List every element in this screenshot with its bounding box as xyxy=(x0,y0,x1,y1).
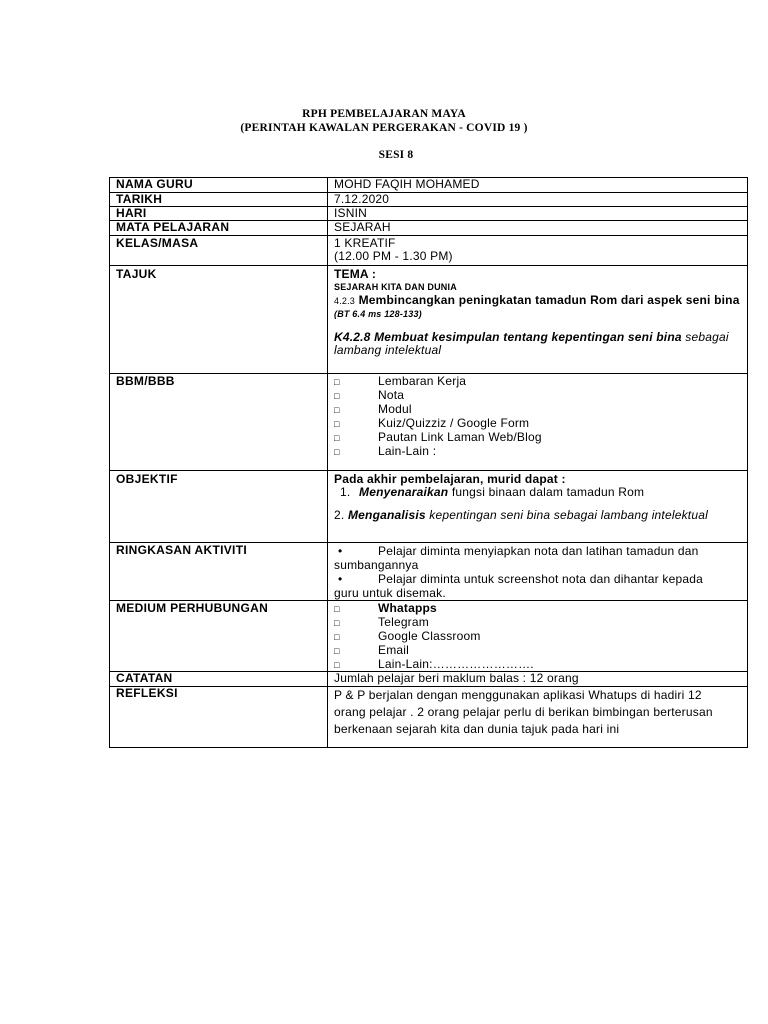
value-bbm xyxy=(328,374,748,471)
value-mata-pelajaran: SEJARAH xyxy=(328,221,748,236)
checkbox-icon: □ xyxy=(334,604,340,614)
checkbox-icon: □ xyxy=(334,447,340,457)
objektif-2: 2. Menganalisis kepentingan seni bina sebagai lambang intelektual xyxy=(334,508,708,522)
list-item-cont: sumbangannya xyxy=(334,558,419,572)
objektif-intro: Pada akhir pembelajaran, murid dapat : xyxy=(334,472,566,486)
value-hari: ISNIN xyxy=(328,207,748,221)
list-item: • Pelajar diminta menyiapkan nota dan latihan tamadun dan xyxy=(334,544,741,558)
standard-code: 4.2.3 xyxy=(334,296,356,306)
list-item-cont: guru untuk disemak. xyxy=(334,586,446,600)
value-objektif xyxy=(328,471,748,543)
label-objektif: OBJEKTIF xyxy=(110,471,328,543)
list-item: □ Lain-Lain:……………………. xyxy=(334,657,534,671)
list-item: □ Nota xyxy=(334,388,405,402)
row-bbm xyxy=(110,374,748,471)
list-item: □ Lain-Lain : xyxy=(334,444,437,458)
list-item: □ Lembaran Kerja xyxy=(334,374,467,388)
label-bbm: BBM/BBB xyxy=(110,374,328,471)
value-refleksi: P & P berjalan dengan menggunakan aplikasi Whatups di hadiri 12 orang pelajar . 2 orang pelajar perlu di berikan bimbingan berterusan berkenaan sejarah kita dan dunia tajuk pada hari ini xyxy=(328,687,748,748)
masa-line: (12.00 PM - 1.30 PM) xyxy=(334,249,453,263)
standard-line xyxy=(334,294,741,308)
label-tarikh: TARIKH xyxy=(110,193,328,207)
row-nama-guru xyxy=(110,178,748,193)
checkbox-icon: □ xyxy=(334,391,340,401)
value-kelas-masa xyxy=(328,236,748,266)
value-catatan: Jumlah pelajar beri maklum balas : 12 orang xyxy=(328,672,748,687)
label-kelas-masa: KELAS/MASA xyxy=(110,236,328,266)
checkbox-icon: □ xyxy=(334,646,340,656)
checkbox-icon: □ xyxy=(334,618,340,628)
checkbox-icon: □ xyxy=(334,405,340,415)
checkbox-icon: □ xyxy=(334,377,340,387)
label-medium: MEDIUM PERHUBUNGAN xyxy=(110,601,328,672)
row-hari xyxy=(110,207,748,221)
checkbox-icon: □ xyxy=(334,419,340,429)
checkbox-icon: □ xyxy=(334,632,340,642)
row-tarikh xyxy=(110,193,748,207)
document-title: RPH PEMBELAJARAN MAYA xyxy=(302,108,466,120)
label-mata-pelajaran: MATA PELAJARAN xyxy=(110,221,328,236)
label-nama-guru: NAMA GURU xyxy=(110,178,328,193)
value-tajuk xyxy=(328,266,748,374)
row-objektif xyxy=(110,471,748,543)
row-tajuk xyxy=(110,266,748,374)
tema-title: SEJARAH KITA DAN DUNIA xyxy=(334,282,457,292)
checkbox-icon: □ xyxy=(334,660,340,670)
objektif-1: 1. Menyenaraikan fungsi binaan dalam tamadun Rom xyxy=(340,485,645,499)
session-label: SESI 8 xyxy=(378,149,414,161)
row-mata-pelajaran xyxy=(110,221,748,236)
list-item: □ Modul xyxy=(334,402,412,416)
list-item: □ Email xyxy=(334,643,410,657)
label-tajuk: TAJUK xyxy=(110,266,328,374)
list-item: • Pelajar diminta untuk screenshot nota dan dihantar kepada xyxy=(334,572,741,586)
checkbox-icon: □ xyxy=(334,433,340,443)
list-item: □ Whatapps xyxy=(334,601,437,615)
list-item: □ Telegram xyxy=(334,615,429,629)
tema-label: TEMA : xyxy=(334,267,377,281)
k-standard xyxy=(334,331,741,357)
list-item: □ Kuiz/Quizziz / Google Form xyxy=(334,416,530,430)
row-medium xyxy=(110,601,748,672)
k-standard-bold: K4.2.8 Membuat kesimpulan tentang kepentingan seni bina xyxy=(334,330,682,344)
label-ringkasan: RINGKASAN AKTIVITI xyxy=(110,543,328,601)
reference: (BT 6.4 ms 128-133) xyxy=(334,309,422,319)
value-ringkasan xyxy=(328,543,748,601)
label-refleksi: REFLEKSI xyxy=(110,687,328,748)
kelas-line: 1 KREATIF xyxy=(334,236,396,250)
row-catatan xyxy=(110,672,748,687)
list-item: □ Pautan Link Laman Web/Blog xyxy=(334,430,542,444)
rph-table xyxy=(109,177,748,748)
label-hari: HARI xyxy=(110,207,328,221)
label-catatan: CATATAN xyxy=(110,672,328,687)
standard-text: Membincangkan peningkatan tamadun Rom dari aspek seni bina xyxy=(355,293,740,307)
list-item: □ Google Classroom xyxy=(334,629,481,643)
document-subtitle: (PERINTAH KAWALAN PERGERAKAN - COVID 19 ) xyxy=(240,122,528,134)
bullet-icon: • xyxy=(338,544,343,558)
value-medium xyxy=(328,601,748,672)
k-standard-rest: sebagai lambang intelektual xyxy=(334,330,729,357)
row-refleksi xyxy=(110,687,748,748)
bullet-icon: • xyxy=(338,572,343,586)
value-nama-guru: MOHD FAQIH MOHAMED xyxy=(328,178,748,193)
row-kelas-masa xyxy=(110,236,748,266)
value-tarikh: 7.12.2020 xyxy=(328,193,748,207)
row-ringkasan xyxy=(110,543,748,601)
